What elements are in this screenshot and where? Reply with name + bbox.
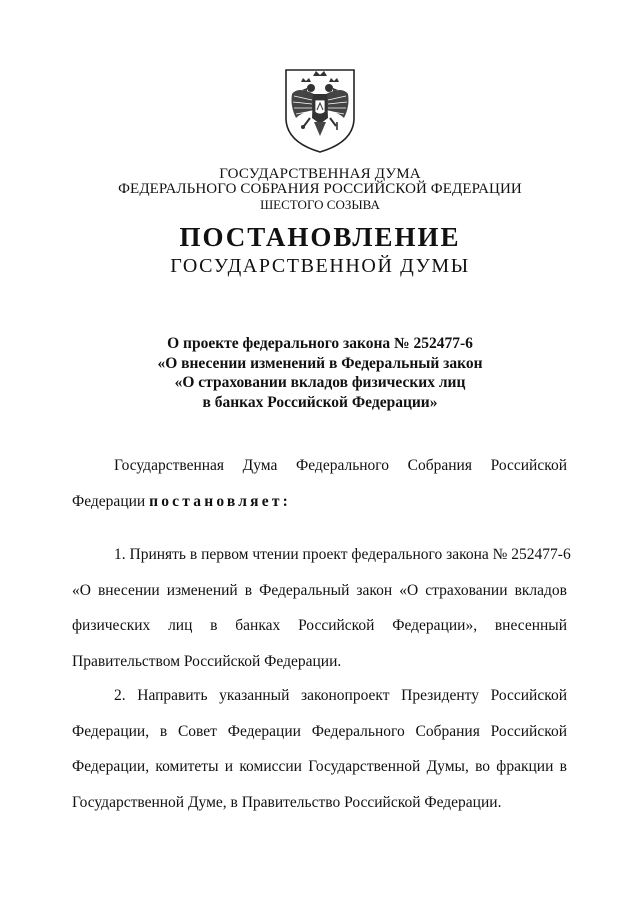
coat-of-arms-icon — [282, 66, 358, 154]
subject-line: О проекте федерального закона № 252477-6 — [167, 335, 473, 352]
item-line: 1. Принять в первом чтении проект федерального закона № 252477-6 — [114, 546, 571, 563]
org-name-line1: ГОСУДАРСТВЕННАЯ ДУМА — [219, 166, 421, 182]
preamble — [72, 456, 567, 527]
preamble-line: Государственная Дума Федерального Собрания Российской — [114, 457, 567, 474]
subject-line: «О внесении изменений в Федеральный закон — [157, 354, 483, 372]
item-line: Государственной Думе, в Правительство Российской Федерации. — [72, 793, 502, 811]
document-type: ПОСТАНОВЛЕНИЕ — [179, 222, 461, 252]
resolution-item-2 — [72, 686, 567, 828]
resolves-word: постановляет: — [149, 492, 291, 510]
item-line: физических лиц в банках Российской Федерации», внесенный — [72, 617, 567, 634]
subject-line: в банках Российской Федерации» — [202, 393, 438, 411]
resolution-item-1 — [72, 545, 571, 687]
document-subject — [0, 334, 640, 412]
preamble-text: Федерации — [72, 492, 146, 510]
item-line: Федерации, комитеты и комиссии Государственной Думы, во фракции в — [72, 758, 567, 775]
item-line: «О внесении изменений в Федеральный закон «О страховании вкладов — [72, 581, 567, 599]
item-line: 2. Направить указанный законопроект Президенту Российской — [114, 687, 567, 704]
org-name-line2: ФЕДЕРАЛЬНОГО СОБРАНИЯ РОССИЙСКОЙ ФЕДЕРАЦИИ — [118, 181, 522, 197]
item-line: Правительством Российской Федерации. — [72, 652, 342, 670]
convocation: ШЕСТОГО СОЗЫВА — [260, 197, 380, 212]
subject-line: «О страховании вкладов физических лиц — [174, 374, 466, 391]
item-line: Федерации, в Совет Федерации Федерального Собрания Российской — [72, 722, 567, 740]
document-issuer: ГОСУДАРСТВЕННОЙ ДУМЫ — [170, 255, 470, 277]
preamble-line — [72, 492, 567, 528]
